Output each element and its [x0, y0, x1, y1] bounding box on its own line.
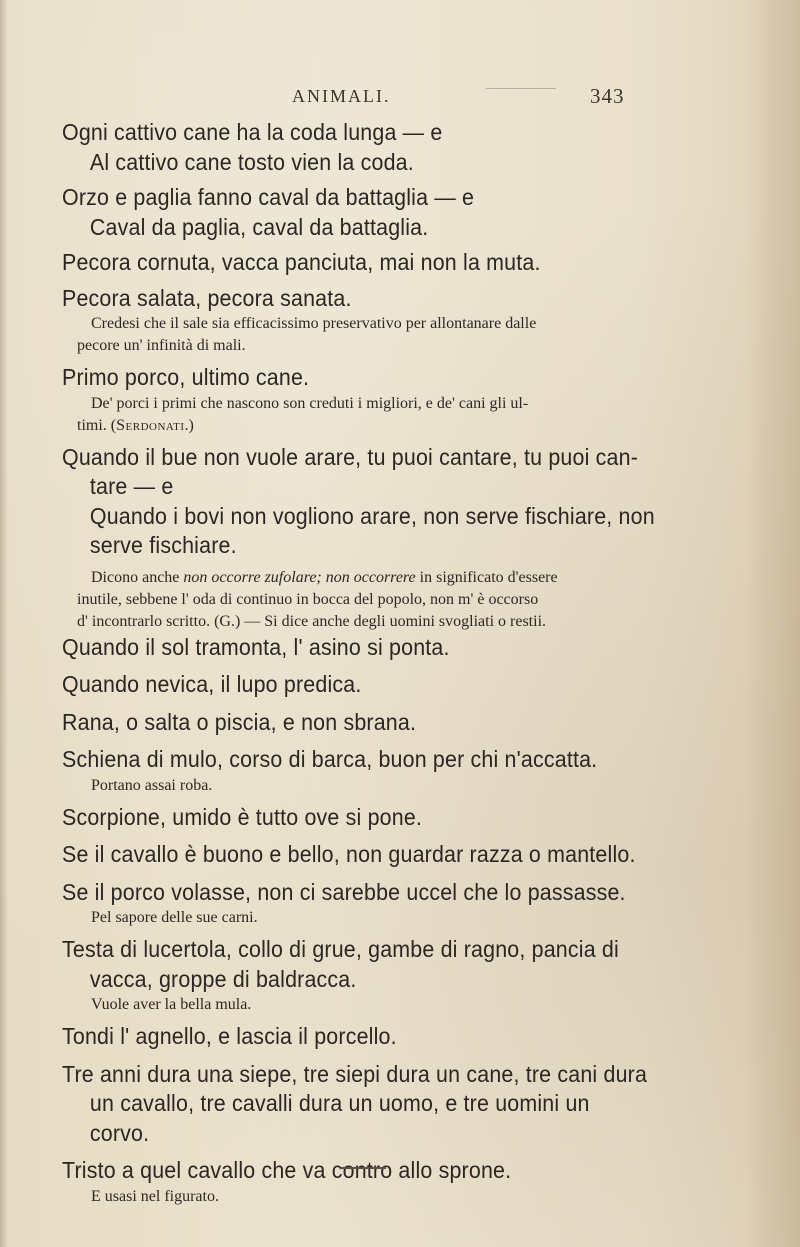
proverb-line: Pecora salata, pecora sanata. [62, 284, 352, 311]
proverb-entry [62, 633, 702, 663]
proverb-entry [62, 745, 702, 797]
proverb-entry [62, 1022, 702, 1052]
proverb-note-line: De' porci i primi che nascono son creduti i migliori, e de' cani gli ul- [91, 394, 529, 412]
proverb-note-line: E usasi nel figurato. [91, 1187, 219, 1205]
proverb-entry [62, 284, 702, 358]
proverb-line: Primo porco, ultimo cane. [62, 364, 310, 390]
proverb-line: Pecora cornuta, vacca panciuta, mai non la muta. [62, 249, 541, 275]
proverb-continuation-line: serve fischiare. [89, 532, 237, 558]
proverb-note-line: d' incontrarlo scritto. (G.) — Si dice anche degli uomini svogliati o restii. [77, 612, 547, 630]
proverb-line: Orzo e paglia fanno caval da battaglia — e [62, 184, 475, 210]
proverb-note-line: timi. (Serdonati.) [77, 416, 194, 434]
proverb-line: Tristo a quel cavallo che va contro allo sprone. [62, 1157, 512, 1183]
proverb-line: Tondi l' agnello, e lascia il porcello. [62, 1023, 397, 1049]
proverb-line: Schiena di mulo, corso di barca, buon per chi n'accatta. [62, 746, 598, 772]
header-print-mark [486, 88, 556, 97]
proverb-line: Scorpione, umido è tutto ove si pone. [62, 803, 423, 830]
proverb-entry [62, 840, 702, 870]
proverb-variant-line: Caval da paglia, caval da battaglia. [89, 213, 429, 240]
proverb-line: Quando il bue non vuole arare, tu puoi cantare, tu puoi can- [62, 443, 639, 470]
proverb-entry [62, 248, 702, 278]
proverb-continuation-line: vacca, groppe di baldracca. [89, 965, 357, 992]
proverb-entry [62, 878, 702, 930]
running-title: ANIMALI. [292, 86, 391, 106]
page-number: 343 [590, 84, 625, 108]
proverb-line: Tre anni dura una siepe, tre siepi dura un cane, tre cani dura [62, 1060, 648, 1087]
proverb-entry [62, 363, 702, 437]
page-edge-shading [745, 0, 800, 1247]
proverb-note-line: inutile, sebbene l' oda di continuo in bocca del popolo, non m' è occorso [77, 590, 539, 608]
proverb-variant-line: Quando i bovi non vogliono arare, non serve fischiare, non [89, 502, 655, 529]
page-gutter-shadow [0, 0, 8, 1247]
proverb-entry [62, 670, 702, 700]
proverb-entry [62, 1156, 702, 1208]
proverb-variant-line: Al cattivo cane tosto vien la coda. [89, 148, 414, 175]
proverb-line: Testa di lucertola, collo di grue, gambe di ragno, pancia di [62, 936, 619, 962]
proverb-note-line: Dicono anche non occorre zufolare; non occorrere in significato d'essere [91, 568, 558, 586]
proverb-line: Quando il sol tramonta, l' asino si ponta. [62, 633, 450, 660]
proverb-note-line: pecore un' infinità di mali. [77, 337, 246, 354]
proverb-line: Quando nevica, il lupo predica. [62, 671, 362, 697]
proverb-note-line: Vuole aver la bella mula. [91, 996, 252, 1013]
proverb-line: Ogni cattivo cane ha la coda lunga — e [62, 119, 443, 145]
proverb-entry [62, 708, 702, 738]
proverb-note-line: Credesi che il sale sia efficacissimo preservativo per allontanare dalle [91, 315, 537, 332]
proverb-entry [62, 1060, 702, 1149]
proverb-continuation-line: un cavallo, tre cavalli dura un uomo, e tre uomini un [89, 1090, 590, 1116]
proverb-entry [62, 935, 702, 1016]
proverb-entry [62, 183, 702, 242]
end-ornament-rule [340, 1167, 386, 1169]
proverb-line: Se il cavallo è buono e bello, non guardar razza o mantello. [62, 841, 636, 867]
proverb-continuation-line: tare — e [89, 473, 174, 499]
proverb-list [62, 118, 702, 1208]
proverb-line: Se il porco volasse, non ci sarebbe uccel che lo passasse. [62, 878, 626, 905]
proverb-entry [62, 803, 702, 833]
author-citation: Serdonati [116, 416, 185, 434]
proverb-note-line: Portano assai roba. [91, 776, 213, 794]
proverb-line: Rana, o salta o piscia, e non sbrana. [62, 708, 417, 735]
proverb-continuation-line: corvo. [89, 1119, 150, 1146]
proverb-note-line: Pel sapore delle sue carni. [91, 909, 258, 926]
proverb-entry [62, 443, 702, 633]
proverb-entry [62, 118, 702, 177]
